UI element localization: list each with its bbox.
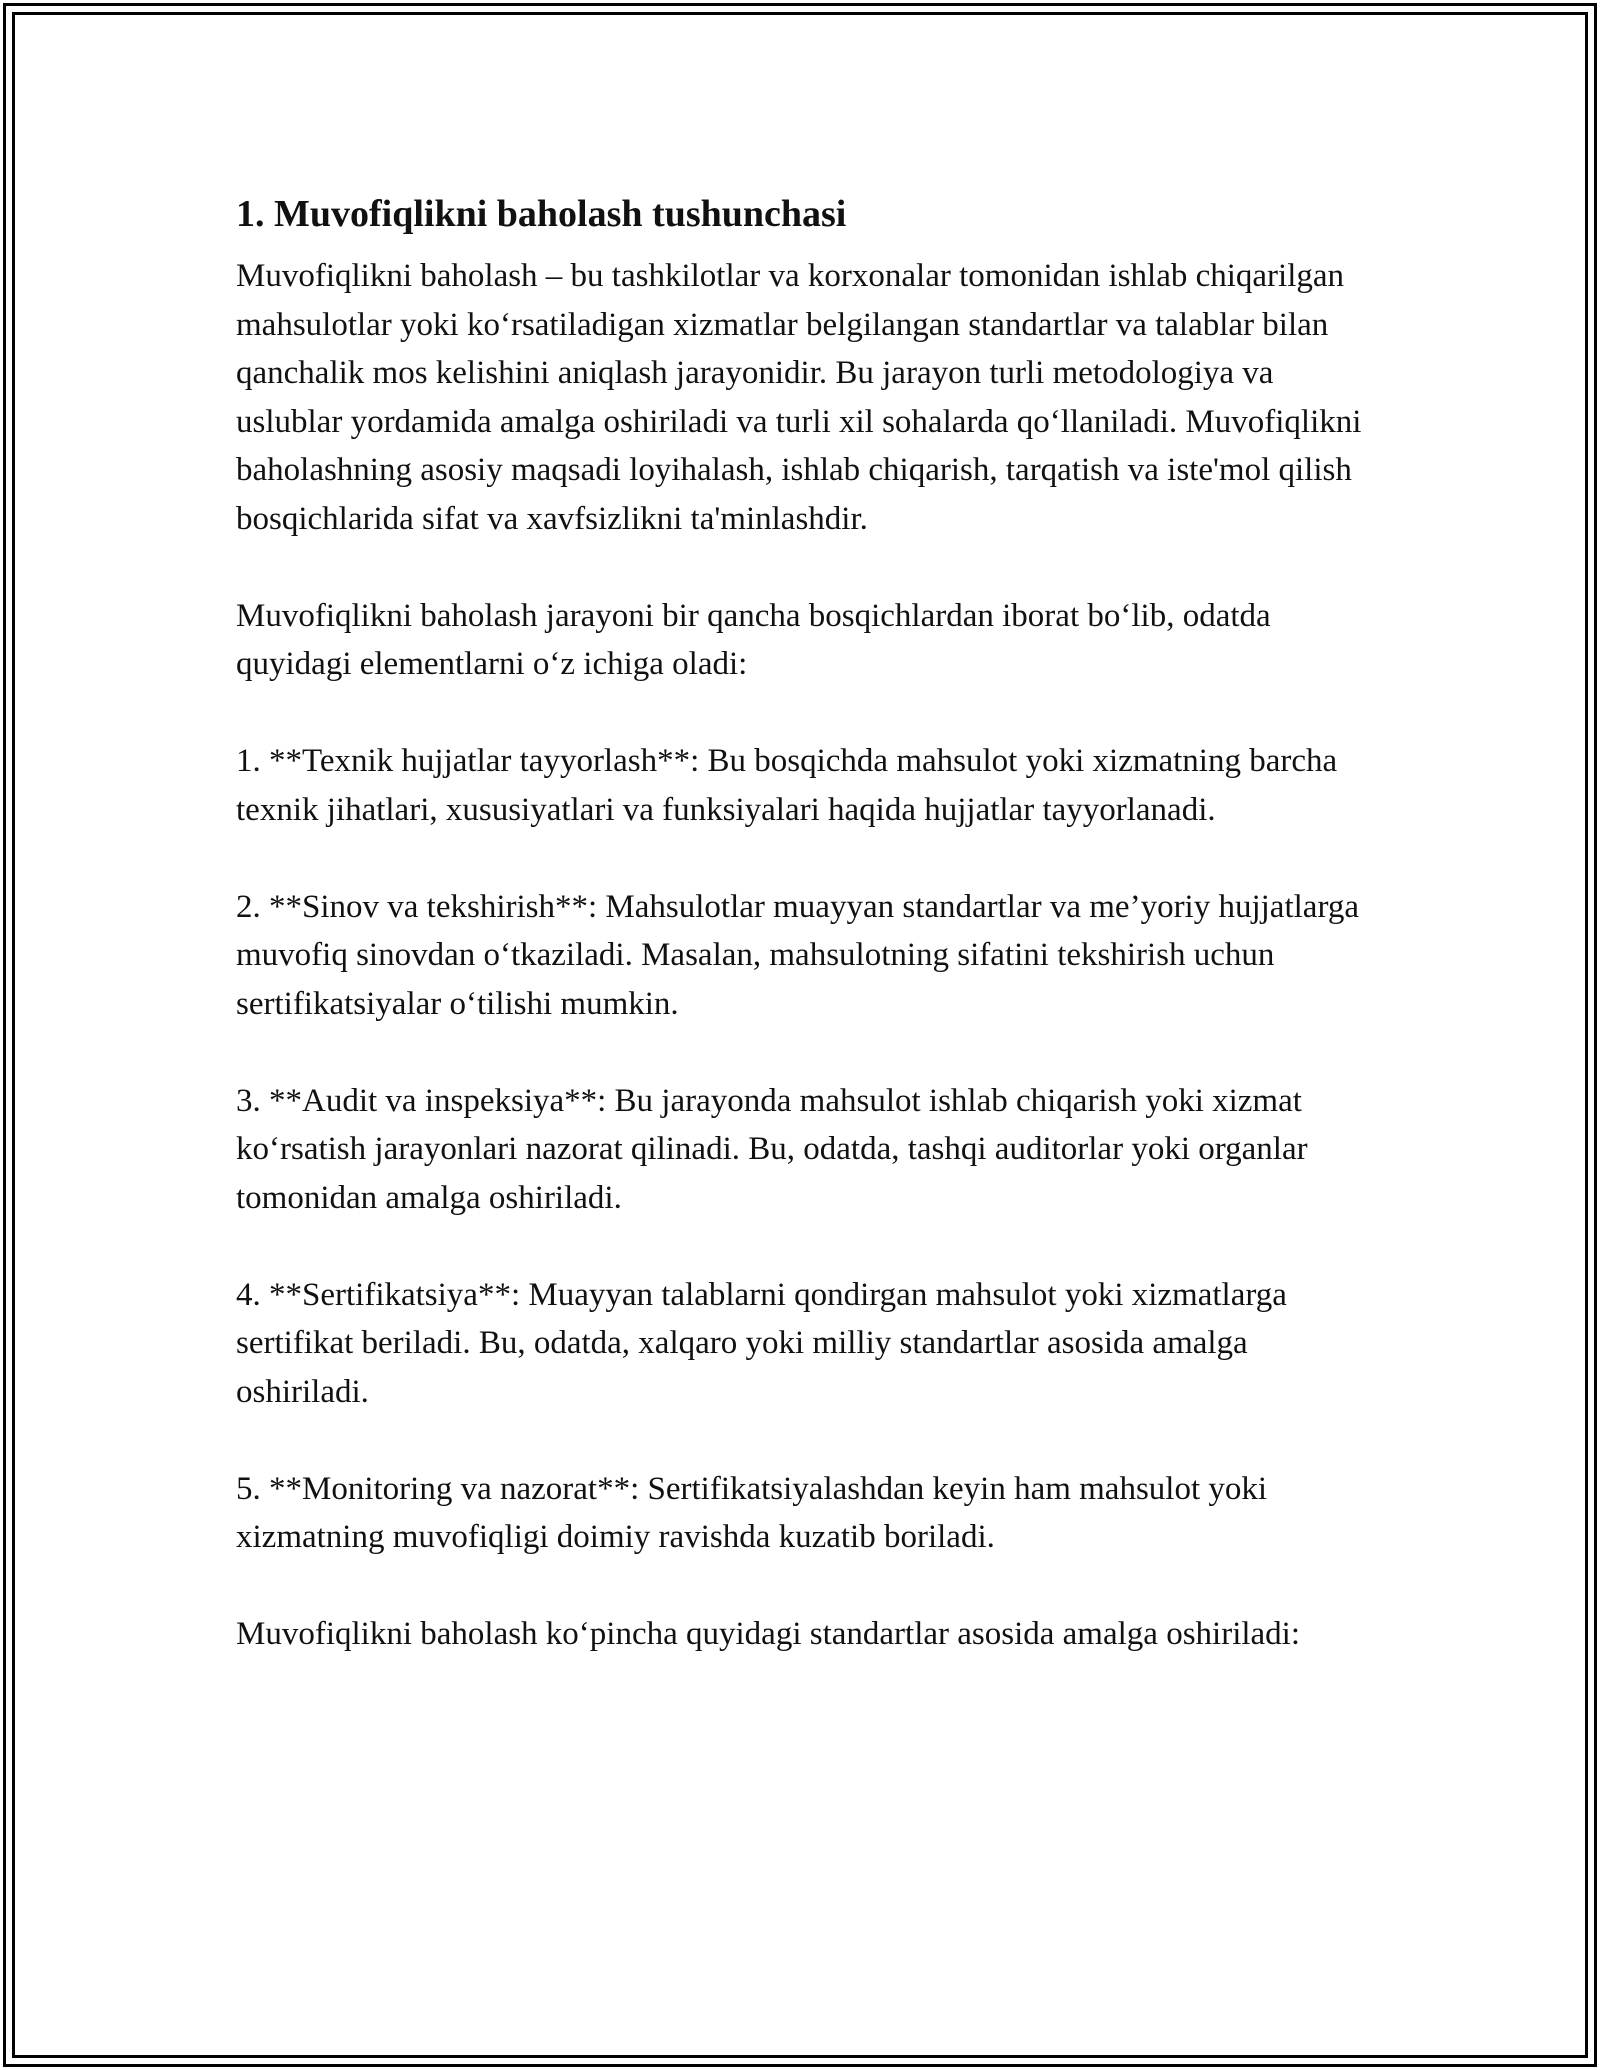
paragraph-definition: Muvofiqlikni baholash – bu tashkilotlar va korxonalar tomonidan ishlab chiqarilgan mahsulotlar yoki koʻrsatiladigan xizmatlar belgilangan standartlar va talablar bilan qanchalik mos kelishini aniqlash jarayonidir. Bu jarayon turli metodologiya va uslublar yordamida amalga oshiriladi va turli xil sohalarda qoʻllaniladi. Muvofiqlikni baholashning asosiy maqsadi loyihalash, ishlab chiqarish, tarqatish va iste'mol qilish bosqichlarida sifat va xavfsizlikni ta'minlashdir. xyxy=(236,258,1362,537)
document-page xyxy=(236,188,1376,1707)
list-item-audit: 3. **Audit va inspeksiya**: Bu jarayonda mahsulot ishlab chiqarish yoki xizmat koʻrsatish jarayonlari nazorat qilinadi. Bu, odatda, tashqi auditorlar yoki organlar tomonidan amalga oshiriladi. xyxy=(236,1082,1308,1216)
list-item-technical-docs: 1. **Texnik hujjatlar tayyorlash**: Bu bosqichda mahsulot yoki xizmatning barcha texnik jihatlari, xususiyatlari va funksiyalari haqida hujjatlar tayyorlanadi. xyxy=(236,743,1338,828)
paragraph-stages-intro: Muvofiqlikni baholash jarayoni bir qancha bosqichlardan iborat boʻlib, odatda quyidagi elementlarni oʻz ichiga oladi: xyxy=(236,597,1271,682)
list-item-monitoring: 5. **Monitoring va nazorat**: Sertifikatsiyalashdan keyin ham mahsulot yoki xizmatning muvofiqligi doimiy ravishda kuzatib boriladi. xyxy=(236,1470,1268,1555)
paragraph-standards-intro: Muvofiqlikni baholash koʻpincha quyidagi standartlar asosida amalga oshiriladi: xyxy=(236,1616,1301,1652)
section-heading: 1. Muvofiqlikni baholash tushunchasi xyxy=(236,193,847,235)
list-item-certification: 4. **Sertifikatsiya**: Muayyan talablarni qondirgan mahsulot yoki xizmatlarga sertifikat beriladi. Bu, odatda, xalqaro yoki milliy standartlar asosida amalga oshiriladi. xyxy=(236,1276,1287,1410)
list-item-testing: 2. **Sinov va tekshirish**: Mahsulotlar muayyan standartlar va me’yoriy hujjatlarga muvofiq sinovdan oʻtkaziladi. Masalan, mahsulotning sifatini tekshirish uchun sertifikatsiyalar oʻtilishi mumkin. xyxy=(236,888,1359,1022)
